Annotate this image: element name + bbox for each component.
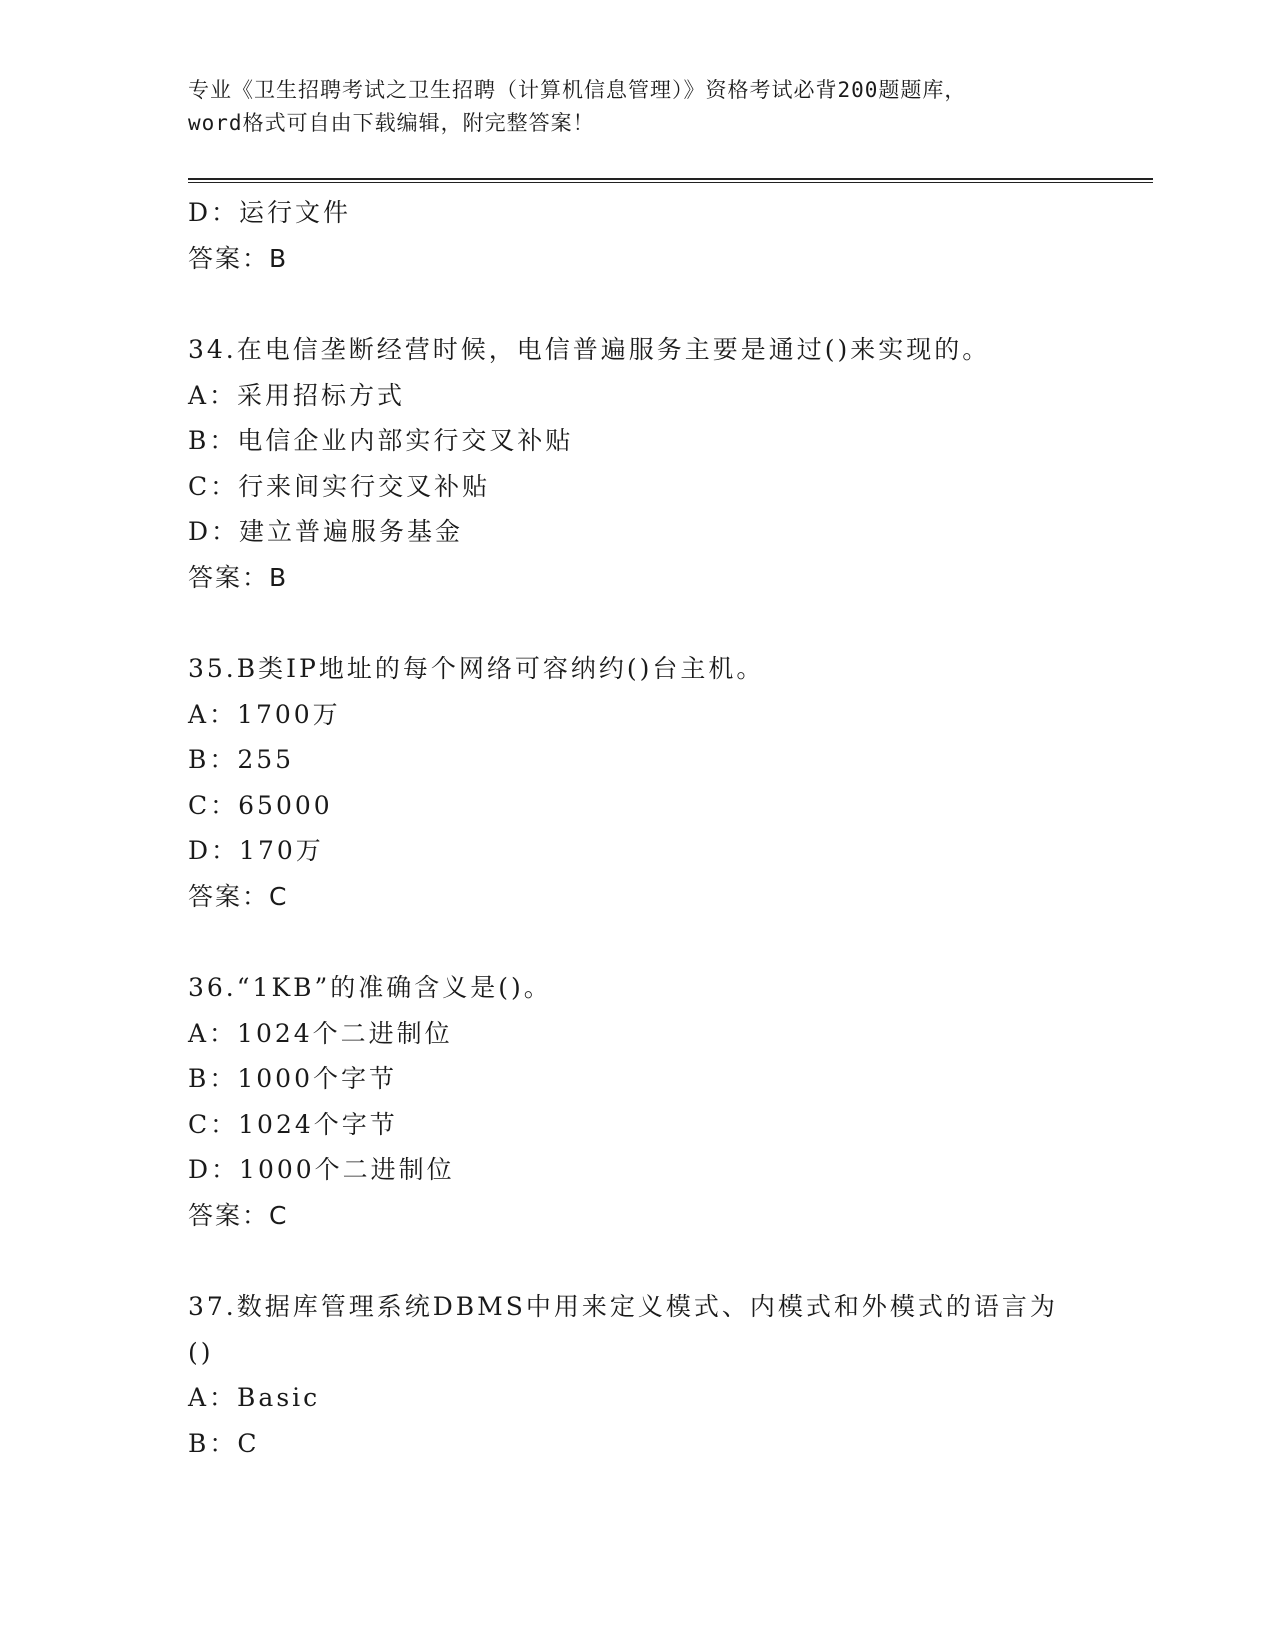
question-35 (188, 646, 1148, 919)
spacer (188, 919, 1148, 965)
spacer (188, 1238, 1148, 1284)
option-a: A：采用招标方式 (188, 380, 406, 410)
question-text: 36.“1KB”的准确含义是()。 (188, 973, 552, 1002)
document-header (188, 74, 1088, 140)
question-text-line-1: 37.数据库管理系统DBMS中用来定义模式、内模式和外模式的语言为 (188, 1292, 1058, 1321)
option-c: C：行来间实行交叉补贴 (188, 471, 491, 501)
option-b: B：255 (188, 745, 295, 774)
answer-line: 答案：B (188, 562, 289, 592)
header-title-line-2: word格式可自由下载编辑，附完整答案！ (188, 111, 595, 135)
option-b: B：C (188, 1428, 260, 1458)
answer-line: 答案：C (188, 881, 289, 911)
option-d: D：1000个二进制位 (188, 1155, 455, 1184)
header-divider (188, 178, 1153, 183)
option-d: D：运行文件 (188, 198, 352, 227)
answer-line: 答案：B (188, 243, 289, 273)
answer-line: 答案：C (188, 1200, 289, 1230)
question-text: 34.在电信垄断经营时候，电信普遍服务主要是通过()来实现的。 (188, 335, 991, 364)
option-c: C：1024个字节 (188, 1109, 398, 1139)
option-d: D：建立普遍服务基金 (188, 517, 464, 546)
question-36 (188, 965, 1148, 1238)
option-a: A：1700万 (188, 699, 341, 729)
question-text: 35.B类IP地址的每个网络可容纳约()台主机。 (188, 654, 765, 683)
question-34 (188, 327, 1148, 600)
option-c: C：65000 (188, 790, 333, 820)
header-title-line-1: 专业《卫生招聘考试之卫生招聘（计算机信息管理）》资格考试必背200题题库， (188, 78, 967, 102)
question-text-line-2: () (188, 1337, 214, 1367)
question-list (188, 190, 1148, 1466)
question-37 (188, 1284, 1148, 1466)
spacer (188, 600, 1148, 646)
option-b: B：1000个字节 (188, 1064, 397, 1093)
option-d: D：170万 (188, 836, 324, 865)
option-a: A：1024个二进制位 (188, 1018, 453, 1048)
question-33-tail (188, 190, 1148, 281)
option-a: A：Basic (188, 1383, 321, 1412)
option-b: B：电信企业内部实行交叉补贴 (188, 426, 574, 455)
spacer (188, 281, 1148, 327)
